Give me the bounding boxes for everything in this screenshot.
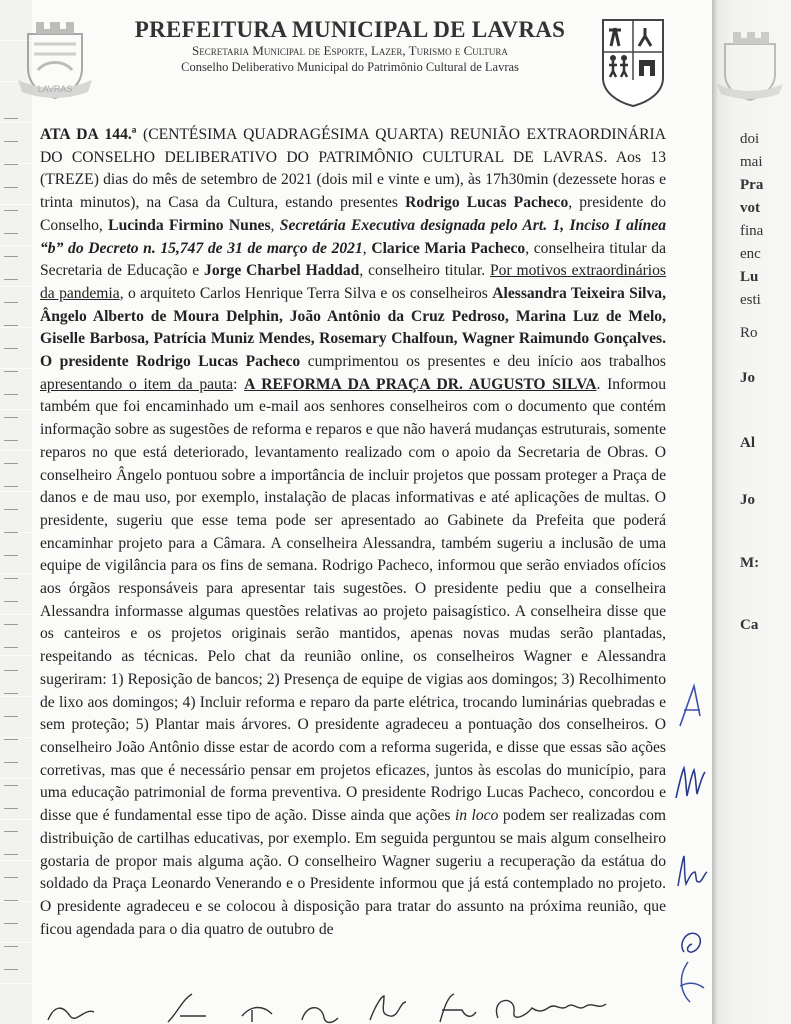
attendee-name: Lucinda Firmino Nunes (108, 216, 271, 234)
margin-mark (4, 831, 18, 832)
margin-mark (4, 394, 18, 395)
agenda-item: A REFORMA DA PRAÇA DR. AUGUSTO SILVA (244, 375, 597, 393)
margin-mark (4, 693, 18, 694)
minutes-text: , (270, 216, 280, 234)
binding-margin (0, 0, 32, 1024)
margin-mark (4, 302, 18, 303)
pandemic-note: Por motivos extraordinários da pandemia (40, 262, 667, 302)
adjacent-page-fragment: Pra (740, 177, 764, 193)
margin-mark (4, 647, 18, 648)
margin-mark (4, 210, 18, 211)
adjacent-coat-of-arms-icon (715, 26, 785, 106)
councillor-names: Alessandra Teixeira Silva, Ângelo Alberto de Moura Delphin, João Antônio da Cruz Pedroso, Marina Luz de Melo, Giselle Barbosa, Patrícia Muniz Mendes, Rosemary Chalfoun, Wagner Raimundo Gonçalves. O presidente Rodrigo Lucas Pacheco (40, 284, 666, 371)
adjacent-page-fragment: M: (740, 555, 760, 571)
latin-term: in loco (454, 807, 499, 825)
minutes-text: cumprimentou os presentes e deu início aos trabalhos (300, 353, 666, 371)
margin-mark (4, 532, 18, 533)
adjacent-page-fragment: esti (740, 292, 761, 308)
margin-mark (4, 670, 18, 671)
margin-mark (4, 118, 18, 119)
margin-mark (4, 762, 18, 763)
margin-mark (4, 371, 18, 372)
letterhead-council: Conselho Deliberativo Municipal do Patrimônio Cultural de Lavras (181, 60, 519, 74)
adjacent-page-fragment: fina (740, 223, 764, 239)
margin-mark (4, 946, 18, 947)
margin-mark (4, 440, 18, 441)
adjacent-page-fragment: Al (740, 435, 755, 451)
margin-mark (4, 463, 18, 464)
minutes-text: , conselheiro titular. (359, 262, 490, 280)
margin-mark (4, 785, 18, 786)
adjacent-page-fragment: Lu (740, 269, 759, 285)
adjacent-page-fragment: doi (740, 131, 760, 147)
minutes-number: ATA DA 144.ª (40, 126, 137, 143)
minutes-text: : (233, 375, 245, 393)
handwritten-initial-signature (670, 676, 712, 736)
minutes-text: . Informou também que foi encaminhado um e-mail aos senhores conselheiros com o documento que contém informação sobre as sugestões de reforma e reparos e que não haverá mudanças estruturais, somente reparos no que está deteriorado, levantamento realizado com o apoio da Secretaria de Obras. O conselheiro Ângelo pontuou sobre a importância de incluir projetos que possam proteger a Praça de danos e de mau uso, por exemplo, instalação de placas informativas e até aplicações de multas. O presidente, sugeriu que esse tema pode ser apresentado ao Gabinete da Prefeita que poderá encaminhar projeto para a Câmara. A conselheira Alessandra, também sugeriu a inclusão de uma equipe de vigilância para os fins de semana. Rodrigo Pacheco, informou que serão enviados ofícios aos órgãos responsáveis para apresentar tais sugestões. O presidente pediu que a conselheira Alessandra informasse algumas questões relativas ao projeto paisagístico. A conselheira disse que os canteiros e os projetos originais serão mantidos, apenas novas mudas serão plantadas, respeitando as técnicas. Pelo chat da reunião online, os conselheiros Wagner e Alessandra sugeriram: 1) Reposição de bancos; 2) Presença de equipe de vigias aos domingos; 3) Recolhimento de lixo aos domingos; 4) Incluir reforma e reparo da parte elétrica, trocando luminárias quebradas e sem proteção; 5) Plantar mais árvores. O presidente agradeceu a pontuação dos conselheiros. O conselheiro João Antônio disse estar de acordo com a reforma sugerida, e disse que essas são ações corretivas, mas que é necessário pensar em projetos eficazes, juntos às escolas do município, para uma educação patrimonial de forma preventiva. O presidente Rodrigo Lucas Pacheco, concordou e disse que é fundamental esse tipo de ação. Disse ainda que ações (40, 375, 667, 825)
attendee-role: Secretária Executiva designada pelo Art. 1, Inciso I alínea “b” do Decreto n. 15,747 de 31 de março de 2021 (40, 216, 667, 257)
minutes-text: , conselheira titular da Secretaria de Educação e (40, 239, 667, 280)
minutes-text: , presidente do Conselho, (40, 194, 667, 234)
margin-mark (4, 969, 18, 970)
minutes-text: (CENTÉSIMA QUADRAGÉSIMA QUARTA) REUNIÃO EXTRAORDINÁRIA DO CONSELHO DELIBERATIVO DO PATRIMÔNIO CULTURAL DE LAVRAS. Aos 13 (TREZE) dias do mês de setembro de 2021 (dois mil e vinte e um), às 17h30min (dezessete horas e trinta minutos), na Casa da Cultura, estando presentes (40, 126, 666, 212)
attendee-name: Jorge Charbel Haddad (204, 262, 360, 280)
margin-mark (4, 716, 18, 717)
adjacent-page-fragment: Jo (740, 492, 755, 508)
bottom-signatures (40, 990, 680, 1024)
adjacent-page-fragment: mai (740, 154, 763, 170)
minutes-body (40, 124, 666, 941)
margin-mark (4, 164, 18, 165)
adjacent-page-fragment: enc (740, 246, 761, 262)
letterhead (100, 16, 600, 75)
handwritten-initial-signature (670, 842, 712, 902)
adjacent-page-fragment: vot (740, 200, 760, 216)
margin-mark (4, 923, 18, 924)
minutes-text: podem ser realizadas com distribuição de cartilhas educativas, por exemplo. Em seguida perguntou se mais algum conselheiro gostaria de propor mais alguma ação. O conselheiro Wagner sugeriu a recuperação da estátua do soldado da Praça Leonardo Venerando e o Presidente informou que já está contemplado no projeto. O presidente agradeceu e se colocou à disposição para tratar do assunto na próxima reunião, que ficou agendada para o dia quatro de outubro de (40, 807, 666, 938)
margin-mark (4, 486, 18, 487)
margin-mark (4, 555, 18, 556)
crest-ribbon-text: LAVRAS (37, 84, 73, 94)
minutes-text: , o arquiteto Carlos Henrique Terra Silva e os conselheiros (119, 284, 493, 302)
margin-mark (4, 141, 18, 142)
city-coat-of-arms-icon (14, 14, 96, 104)
margin-mark (4, 348, 18, 349)
minutes-text: , (362, 239, 372, 257)
margin-mark (4, 325, 18, 326)
agenda-intro: apresentando o item da pauta (40, 375, 234, 393)
attendee-name: Rodrigo Lucas Pacheco (405, 194, 569, 212)
margin-mark (4, 187, 18, 188)
margin-mark (4, 256, 18, 257)
adjacent-page-fragment: Jo (740, 370, 755, 386)
margin-mark (4, 900, 18, 901)
letterhead-title: PREFEITURA MUNICIPAL DE LAVRAS (134, 17, 566, 42)
margin-mark (4, 578, 18, 579)
handwritten-initial-signature (670, 752, 712, 812)
attendee-name: Clarice Maria Pacheco (371, 239, 526, 257)
margin-mark (4, 279, 18, 280)
heritage-council-emblem-icon (597, 16, 669, 108)
margin-mark (4, 854, 18, 855)
margin-mark (4, 808, 18, 809)
letterhead-secretariat: Secretaria Municipal de Esporte, Lazer, Turismo e Cultura (192, 43, 508, 58)
margin-mark (4, 624, 18, 625)
margin-mark (4, 739, 18, 740)
margin-mark (4, 601, 18, 602)
adjacent-page-edge (712, 0, 791, 1024)
adjacent-page-fragment: Ca (740, 617, 759, 633)
margin-mark (4, 417, 18, 418)
adjacent-page-fragment: Ro (740, 325, 758, 341)
margin-mark (4, 509, 18, 510)
margin-mark (4, 233, 18, 234)
margin-mark (4, 877, 18, 878)
minutes-paragraph (40, 124, 666, 941)
